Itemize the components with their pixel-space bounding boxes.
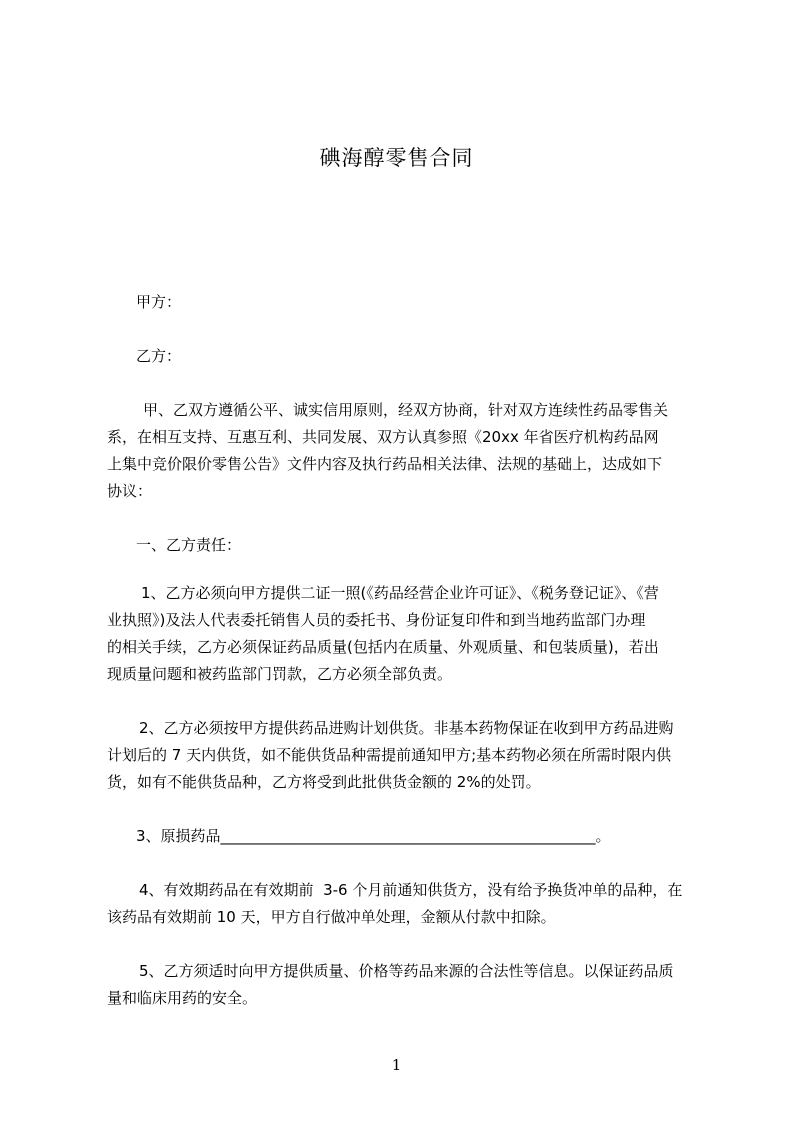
section1-heading: 一、乙方责任： [136, 536, 242, 554]
intro-line-2: 系，在相互支持、互惠互利、共同发展、双方认真参照《20xx 年省医疗机构药品网 [107, 428, 659, 446]
clause3-line: 3、原损药品__________________________________________________。 [136, 827, 611, 845]
clause5-line-1: 5、乙方须适时向甲方提供质量、价格等药品来源的合法性等信息。以保证药品质 [139, 962, 674, 980]
clause2-line-2: 计划后的 7 天内供货，如不能供货品种需提前通知甲方;基本药物必须在所需时限内供 [107, 746, 672, 764]
party-b-label: 乙方： [136, 347, 182, 365]
clause4-line-1: 4、有效期药品在有效期前 3-6 个月前通知供货方，没有给予换货冲单的品种，在 [139, 881, 683, 899]
clause1-line-2: 业执照》)及法人代表委托销售人员的委托书、身份证复印件和到当地药监部门办理 [107, 611, 646, 629]
intro-line-4: 协议： [107, 482, 153, 500]
page-number: 1 [391, 1056, 402, 1074]
clause2-line-3: 货，如有不能供货品种，乙方将受到此批供货金额的 2%的处罚。 [107, 773, 541, 791]
clause1-line-3: 的相关手续，乙方必须保证药品质量(包括内在质量、外观质量、和包装质量)，若出 [107, 638, 659, 656]
document-title: 碘海醇零售合同 [319, 146, 474, 170]
party-a-label: 甲方： [136, 293, 182, 311]
intro-line-1: 甲、乙双方遵循公平、诚实信用原则，经双方协商，针对双方连续性药品零售关 [143, 401, 669, 419]
clause1-line-4: 现质量问题和被药监部门罚款，乙方必须全部负责。 [107, 665, 453, 683]
clause4-line-2: 该药品有效期前 10 天，甲方自行做冲单处理，金额从付款中扣除。 [107, 908, 556, 926]
clause5-line-2: 量和临床用药的安全。 [107, 989, 258, 1007]
clause1-line-1: 1、乙方必须向甲方提供二证一照(《药品经营企业许可证》、《税务登记证》、《营 [141, 584, 659, 602]
intro-line-3: 上集中竞价限价零售公告》文件内容及执行药品相关法律、法规的基础上，达成如下 [107, 455, 663, 473]
clause2-line-1: 2、乙方必须按甲方提供药品进购计划供货。非基本药物保证在收到甲方药品进购 [139, 719, 674, 737]
